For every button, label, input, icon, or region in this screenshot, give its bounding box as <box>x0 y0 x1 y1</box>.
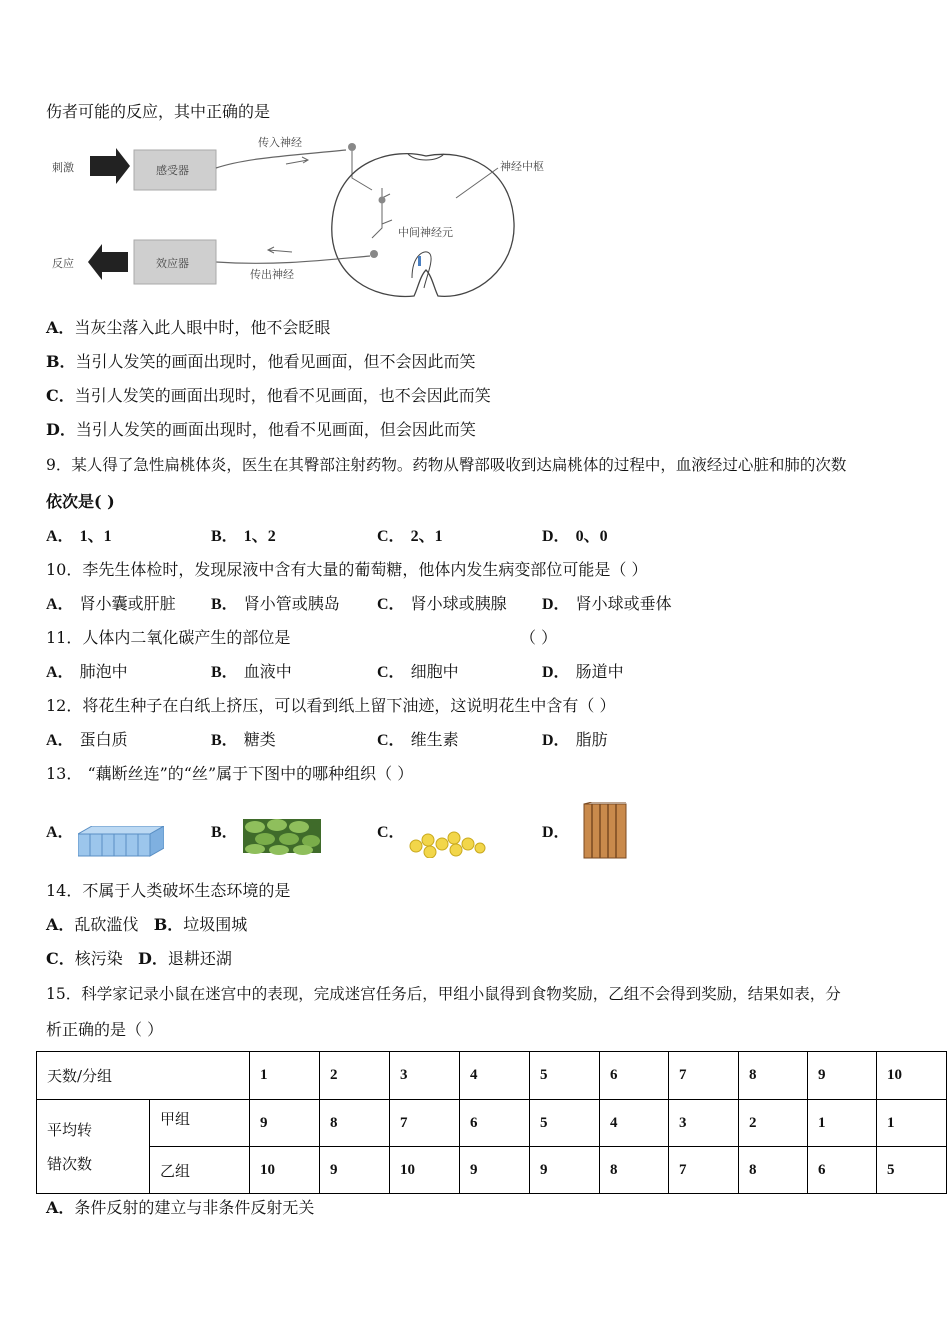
q9-option-d: D． 0、0 <box>542 528 608 545</box>
afferent-axon <box>352 151 372 190</box>
q14-options-row2: C．核污染 D．退耕还湖 <box>46 949 232 968</box>
q11-stem: 11．人体内二氧化碳产生的部位是 <box>46 628 291 647</box>
value-cell: 5 <box>877 1147 947 1194</box>
interneuron-cell-body <box>379 197 386 204</box>
q8-option-d: D．当引人发笑的画面出现时，他看不见画面，但会因此而笑 <box>46 420 476 439</box>
canal-mark <box>418 256 421 266</box>
q9-stem-line1: 9．某人得了急性扁桃体炎，医生在其臀部注射药物。药物从臀部吸收到达扁桃体的过程中，血液经过心脏和肺的次数 <box>46 456 847 474</box>
q15-stem-line1: 15．科学家记录小鼠在迷宫中的表现，完成迷宫任务后，甲组小鼠得到食物奖励，乙组不会得到奖励，结果如表，分 <box>46 985 841 1003</box>
q9-option-b: B． 1、2 <box>211 528 276 545</box>
stimulus-label: 刺激 <box>52 161 74 174</box>
center-pointer <box>456 168 498 198</box>
table-row-group-a <box>37 1100 947 1147</box>
effector-label: 效应器 <box>156 257 189 270</box>
day-cell: 2 <box>320 1052 390 1100</box>
efferent-cell-body <box>370 250 378 258</box>
value-cell: 7 <box>669 1147 739 1194</box>
value-cell: 10 <box>390 1147 460 1194</box>
q11-option-a: A． 肺泡中 <box>46 662 128 681</box>
response-arrow <box>88 244 128 280</box>
afferent-nerve <box>216 150 346 168</box>
q15-stem-line2: 析正确的是（ ） <box>46 1020 164 1039</box>
value-cell: 1 <box>808 1100 877 1147</box>
stimulus-arrow <box>90 148 130 184</box>
value-cell: 6 <box>460 1100 530 1147</box>
q11-paren: （ ） <box>520 628 558 647</box>
table-row-group-b <box>37 1147 947 1194</box>
interneuron <box>372 188 392 238</box>
q10-option-b: B． 肾小管或胰岛 <box>211 594 340 613</box>
day-cell: 4 <box>460 1052 530 1100</box>
value-cell: 9 <box>460 1147 530 1194</box>
q11-option-d: D． 肠道中 <box>542 662 624 681</box>
day-cell: 8 <box>739 1052 808 1100</box>
connective-tissue-image <box>408 830 486 858</box>
q13-option-b: B． <box>211 824 238 841</box>
efferent-nerve <box>216 256 370 263</box>
q8-stem: 伤者可能的反应，其中正确的是 <box>46 102 271 121</box>
efferent-label: 传出神经 <box>250 268 294 281</box>
conducting-tissue-image <box>582 802 628 860</box>
response-label: 反应 <box>52 257 74 270</box>
value-cell: 4 <box>600 1100 669 1147</box>
q12-option-d: D． 脂肪 <box>542 730 608 749</box>
day-cell: 10 <box>877 1052 947 1100</box>
q11-option-c: C． 细胞中 <box>377 662 459 681</box>
q10-option-a: A． 肾小囊或肝脏 <box>46 594 176 613</box>
header-label: 天数/分组 <box>37 1052 250 1100</box>
q11-option-b: B． 血液中 <box>211 662 292 681</box>
value-cell: 5 <box>530 1100 600 1147</box>
epithelial-tissue-image <box>78 826 164 860</box>
q13-option-c: C． <box>377 824 405 841</box>
value-cell: 9 <box>530 1147 600 1194</box>
value-cell: 9 <box>250 1100 320 1147</box>
q10-option-d: D． 肾小球或垂体 <box>542 594 672 613</box>
receptor-label: 感受器 <box>156 164 189 177</box>
center-label: 神经中枢 <box>500 160 544 173</box>
group-name: 甲组 <box>150 1100 250 1147</box>
value-cell: 2 <box>739 1100 808 1147</box>
q12-option-b: B． 糖类 <box>211 730 276 749</box>
value-cell: 8 <box>739 1147 808 1194</box>
q8-option-c: C．当引人发笑的画面出现时，他看不见画面，也不会因此而笑 <box>46 386 491 405</box>
value-cell: 10 <box>250 1147 320 1194</box>
q12-option-c: C． 维生素 <box>377 730 459 749</box>
day-cell: 1 <box>250 1052 320 1100</box>
q10-option-c: C． 肾小球或胰腺 <box>377 594 507 613</box>
group-name: 乙组 <box>150 1147 250 1194</box>
value-cell: 7 <box>390 1100 460 1147</box>
afferent-label: 传入神经 <box>258 136 302 149</box>
value-cell: 9 <box>320 1147 390 1194</box>
q10-stem: 10．李先生体检时，发现尿液中含有大量的葡萄糖，他体内发生病变部位可能是（ ） <box>46 560 648 579</box>
table-header-row <box>37 1052 947 1100</box>
muscle-tissue-image <box>243 815 321 857</box>
q14-options-row1: A．乱砍滥伐 B．垃圾围城 <box>46 915 248 934</box>
value-cell: 6 <box>808 1147 877 1194</box>
q9-option-c: C． 2、1 <box>377 528 443 545</box>
afferent-cell-body <box>348 143 356 151</box>
value-cell: 8 <box>600 1147 669 1194</box>
q13-option-a: A． <box>46 824 74 841</box>
day-cell: 3 <box>390 1052 460 1100</box>
value-cell: 1 <box>877 1100 947 1147</box>
day-cell: 9 <box>808 1052 877 1100</box>
q12-option-a: A． 蛋白质 <box>46 730 128 749</box>
value-cell: 8 <box>320 1100 390 1147</box>
q8-option-b: B．当引人发笑的画面出现时，他看见画面，但不会因此而笑 <box>46 352 476 371</box>
afferent-arrow <box>286 157 308 164</box>
q9-stem-line2: 依次是( ) <box>46 492 115 511</box>
day-cell: 7 <box>669 1052 739 1100</box>
q14-stem: 14．不属于人类破坏生态环境的是 <box>46 881 291 900</box>
day-cell: 6 <box>600 1052 669 1100</box>
maze-results-table <box>36 1051 947 1194</box>
q13-stem: 13． “藕断丝连”的“丝”属于下图中的哪种组织（ ） <box>46 764 414 783</box>
q15-option-a: A．条件反射的建立与非条件反射无关 <box>46 1198 315 1217</box>
reflex-arc-diagram <box>46 128 566 308</box>
interneuron-label: 中间神经元 <box>398 226 453 239</box>
q12-stem: 12．将花生种子在白纸上挤压，可以看到纸上留下油迹，这说明花生中含有（ ） <box>46 696 616 715</box>
efferent-arrow <box>268 247 292 253</box>
q13-option-d: D． <box>542 824 570 841</box>
q8-option-a: A．当灰尘落入此人眼中时，他不会眨眼 <box>46 318 331 337</box>
day-cell: 5 <box>530 1052 600 1100</box>
value-cell: 3 <box>669 1100 739 1147</box>
q9-option-a: A． 1、1 <box>46 528 112 545</box>
row-label: 平均转 错次数 <box>37 1100 150 1194</box>
central-canal <box>412 252 431 288</box>
